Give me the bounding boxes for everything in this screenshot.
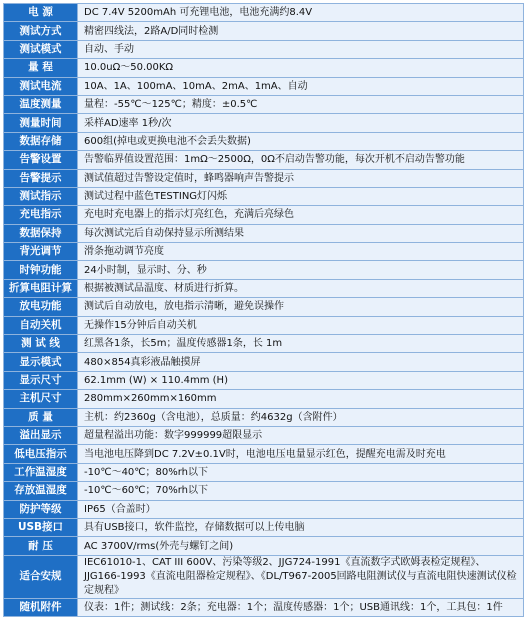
- spec-label: 显示模式: [4, 353, 78, 371]
- spec-label: 显示尺寸: [4, 371, 78, 389]
- spec-label: 告警提示: [4, 169, 78, 187]
- spec-label: 数据保持: [4, 224, 78, 242]
- spec-value: 24小时制，显示时、分、秒: [78, 261, 524, 279]
- spec-label: 测 试 线: [4, 335, 78, 353]
- spec-label: 时钟功能: [4, 261, 78, 279]
- spec-value: 超量程溢出功能：数字999999超限显示: [78, 426, 524, 444]
- spec-row-charge-indicator: [4, 206, 524, 224]
- spec-label: 温度测量: [4, 95, 78, 113]
- spec-label: 测试模式: [4, 40, 78, 58]
- spec-value: 每次测试完后自动保持显示所测结果: [78, 224, 524, 242]
- spec-row-conversion: [4, 279, 524, 297]
- spec-value: 充电时充电器上的指示灯亮红色，充满后亮绿色: [78, 206, 524, 224]
- spec-label: 背光调节: [4, 243, 78, 261]
- spec-value: 480×854真彩液晶触摸屏: [78, 353, 524, 371]
- spec-value: 根据被测试品温度、材质进行折算。: [78, 279, 524, 297]
- spec-row-withstand: [4, 537, 524, 555]
- spec-value: 无操作15分钟后自动关机: [78, 316, 524, 334]
- spec-row-display-mode: [4, 353, 524, 371]
- spec-label: 数据存储: [4, 132, 78, 150]
- spec-value: 测试值超过告警设定值时，蜂鸣器响声告警提示: [78, 169, 524, 187]
- spec-row-work-env: [4, 463, 524, 481]
- spec-row-measure-time: [4, 114, 524, 132]
- spec-row-alarm-setting: [4, 151, 524, 169]
- spec-row-auto-off: [4, 316, 524, 334]
- spec-value: 600组(掉电或更换电池不会丢失数据): [78, 132, 524, 150]
- spec-label: 折算电阻计算: [4, 279, 78, 297]
- spec-value: 仪表：1件；测试线：2条；充电器：1个；温度传感器：1个；USB通讯线：1个，工具包：1件: [78, 598, 524, 616]
- spec-row-backlight: [4, 243, 524, 261]
- spec-value: -10℃～40℃；80%rh以下: [78, 463, 524, 481]
- spec-label: 测量时间: [4, 114, 78, 132]
- spec-row-alarm-prompt: [4, 169, 524, 187]
- spec-row-overflow: [4, 426, 524, 444]
- spec-label: 量 程: [4, 59, 78, 77]
- spec-value: 主机：约2360g（含电池），总质量：约4632g（含附件）: [78, 408, 524, 426]
- spec-row-test-method: [4, 22, 524, 40]
- spec-value: 280mm×260mm×160mm: [78, 390, 524, 408]
- spec-row-clock: [4, 261, 524, 279]
- spec-value: 测试后自动放电，放电指示清晰，避免误操作: [78, 298, 524, 316]
- spec-label: 电 源: [4, 4, 78, 22]
- spec-label: 测试指示: [4, 187, 78, 205]
- spec-row-power: [4, 4, 524, 22]
- spec-value: 测试过程中蓝色TESTING灯闪烁: [78, 187, 524, 205]
- spec-value: 62.1mm (W) × 110.4mm (H): [78, 371, 524, 389]
- spec-value: 告警临界值设置范围：1mΩ～2500Ω，0Ω不启动告警功能，每次开机不启动告警功能: [78, 151, 524, 169]
- spec-row-data-storage: [4, 132, 524, 150]
- spec-label: 适合安规: [4, 555, 78, 598]
- spec-value: AC 3700V/rms(外壳与螺钉之间): [78, 537, 524, 555]
- spec-row-temperature: [4, 95, 524, 113]
- spec-value: 当电池电压降到DC 7.2V±0.1V时，电池电压电量显示红色，提醒充电需及时充电: [78, 445, 524, 463]
- spec-label: 低电压指示: [4, 445, 78, 463]
- spec-row-test-leads: [4, 335, 524, 353]
- spec-row-test-mode: [4, 40, 524, 58]
- spec-row-test-current: [4, 77, 524, 95]
- spec-label: 质 量: [4, 408, 78, 426]
- spec-label: 测试电流: [4, 77, 78, 95]
- spec-row-accessories: [4, 598, 524, 616]
- spec-row-range: [4, 59, 524, 77]
- spec-row-low-voltage: [4, 445, 524, 463]
- spec-value: 具有USB接口，软件监控，存储数据可以上传电脑: [78, 518, 524, 536]
- spec-label: 随机附件: [4, 598, 78, 616]
- spec-value: IP65（合盖时）: [78, 500, 524, 518]
- spec-value: 自动、手动: [78, 40, 524, 58]
- spec-value: 红黑各1条，长5m；温度传感器1条，长 1m: [78, 335, 524, 353]
- spec-value: -10℃～60℃；70%rh以下: [78, 482, 524, 500]
- spec-row-host-size: [4, 390, 524, 408]
- spec-value: 精密四线法，2路A/D同时检测: [78, 22, 524, 40]
- spec-value: 量程：-55℃～125℃；精度：±0.5℃: [78, 95, 524, 113]
- spec-label: 自动关机: [4, 316, 78, 334]
- spec-value: 采样AD速率 1秒/次: [78, 114, 524, 132]
- spec-row-storage-env: [4, 482, 524, 500]
- spec-label: 溢出显示: [4, 426, 78, 444]
- spec-label: 放电功能: [4, 298, 78, 316]
- spec-table: [3, 3, 524, 617]
- spec-label: 工作温湿度: [4, 463, 78, 481]
- spec-label: 告警设置: [4, 151, 78, 169]
- spec-row-protection: [4, 500, 524, 518]
- spec-value: 10.0uΩ～50.00KΩ: [78, 59, 524, 77]
- spec-label: 主机尺寸: [4, 390, 78, 408]
- spec-value: IEC61010-1、CAT III 600V、污染等级2、JJG724-1991《直流数字式欧姆表检定规程》、JJG166-1993《直流电阻器检定规程》、《DL/T967-2005回路电阻测试仪与直流电阻快速测试仪检定规程》: [78, 555, 524, 598]
- spec-label: 充电指示: [4, 206, 78, 224]
- spec-row-usb: [4, 518, 524, 536]
- spec-label: 防护等级: [4, 500, 78, 518]
- spec-row-data-hold: [4, 224, 524, 242]
- spec-label: 耐 压: [4, 537, 78, 555]
- spec-row-weight: [4, 408, 524, 426]
- spec-value: 10A、1A、100mA、10mA、2mA、1mA、自动: [78, 77, 524, 95]
- spec-label: USB接口: [4, 518, 78, 536]
- spec-label: 测试方式: [4, 22, 78, 40]
- spec-row-standards: [4, 555, 524, 598]
- spec-label: 存放温湿度: [4, 482, 78, 500]
- spec-row-display-size: [4, 371, 524, 389]
- spec-row-test-indicator: [4, 187, 524, 205]
- spec-row-discharge: [4, 298, 524, 316]
- spec-value: 滑条拖动调节亮度: [78, 243, 524, 261]
- spec-value: DC 7.4V 5200mAh 可充锂电池，电池充满约8.4V: [78, 4, 524, 22]
